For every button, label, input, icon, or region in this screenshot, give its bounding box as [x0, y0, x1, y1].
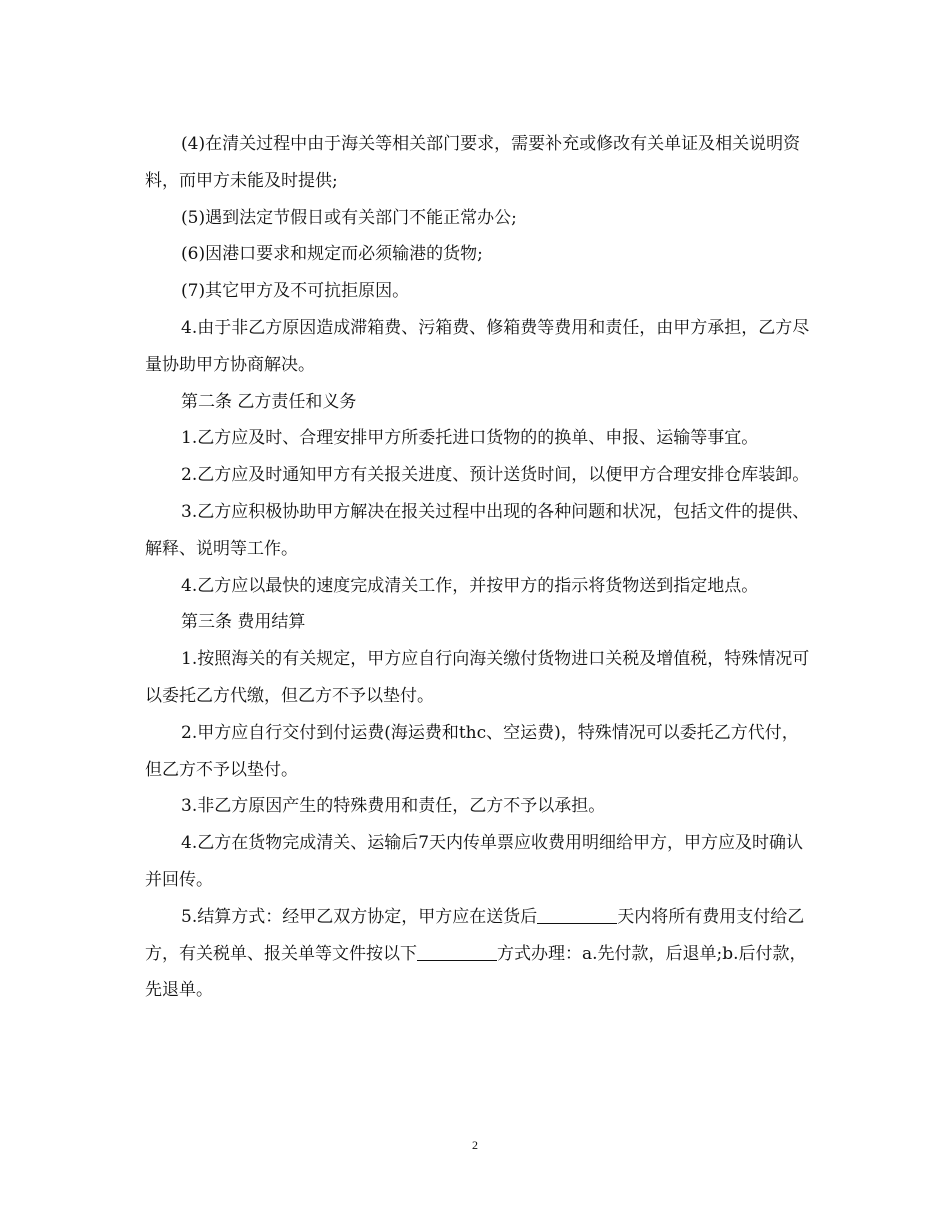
settlement-text-part-1: 5.结算方式：经甲乙双方协定，甲方应在送货后	[181, 906, 538, 927]
paragraph-article-3-item-4: 4.乙方在货物完成清关、运输后7天内传单票应收费用明细给甲方，甲方应及时确认并回传。	[145, 833, 804, 890]
paragraph-article-2-item-4: 4.乙方应以最快的速度完成清关工作，并按甲方的指示将货物送到指定地点。	[181, 575, 759, 596]
paragraph-article-2-item-1: 1.乙方应及时、合理安排甲方所委托进口货物的的换单、申报、运输等事宜。	[181, 428, 759, 449]
paragraph-clause-4-6: (6)因港口要求和规定而必须输港的货物;	[181, 244, 483, 265]
paragraph-article-2-item-3: 3.乙方应积极协助甲方解决在报关过程中出现的各种问题和状况，包括文件的提供、解释、说明等工作。	[145, 501, 810, 559]
paragraph-article-2-item-2: 2.乙方应及时通知甲方有关报关进度、预计送货时间，以便甲方合理安排仓库装卸。	[181, 465, 810, 486]
paragraph-clause-4-7: (7)其它甲方及不可抗拒原因。	[181, 281, 410, 302]
blank-method-field	[417, 943, 497, 961]
paragraph-article-3-item-1: 1.按照海关的有关规定，甲方应自行向海关缴付货物进口关税及增值税，特殊情况可以委托乙方代缴，但乙方不予以垫付。	[145, 649, 810, 706]
section-heading-article-3: 第三条 费用结算	[181, 612, 306, 633]
blank-days-field	[537, 906, 617, 924]
paragraph-clause-4-4: (4)在清关过程中由于海关等相关部门要求，需要补充或修改有关单证及相关说明资料，而甲方未能及时提供;	[145, 134, 801, 191]
section-heading-article-2: 第二条 乙方责任和义务	[181, 391, 357, 412]
settlement-text-part-2: 天内将所有费用支付给乙方，有关税单、报关单等文件按以下	[145, 906, 805, 964]
document-body	[145, 126, 810, 1009]
paragraph-clause-1-4: 4.由于非乙方原因造成滞箱费、污箱费、修箱费等费用和责任，由甲方承担，乙方尽量协助甲方协商解决。	[145, 317, 810, 375]
paragraph-article-3-item-5	[145, 899, 810, 1009]
paragraph-article-3-item-2: 2.甲方应自行交付到付运费(海运费和thc、空运费)，特殊情况可以委托乙方代付，但乙方不予以垫付。	[145, 722, 799, 780]
page-number: 2	[472, 1138, 478, 1152]
paragraph-article-3-item-3: 3.非乙方原因产生的特殊费用和责任，乙方不予以承担。	[181, 796, 606, 817]
paragraph-clause-4-5: (5)遇到法定节假日或有关部门不能正常办公;	[181, 207, 517, 228]
settlement-text-part-3: 方式办理：a.先付款，后退单;b.后付款，先退单。	[145, 943, 807, 1001]
